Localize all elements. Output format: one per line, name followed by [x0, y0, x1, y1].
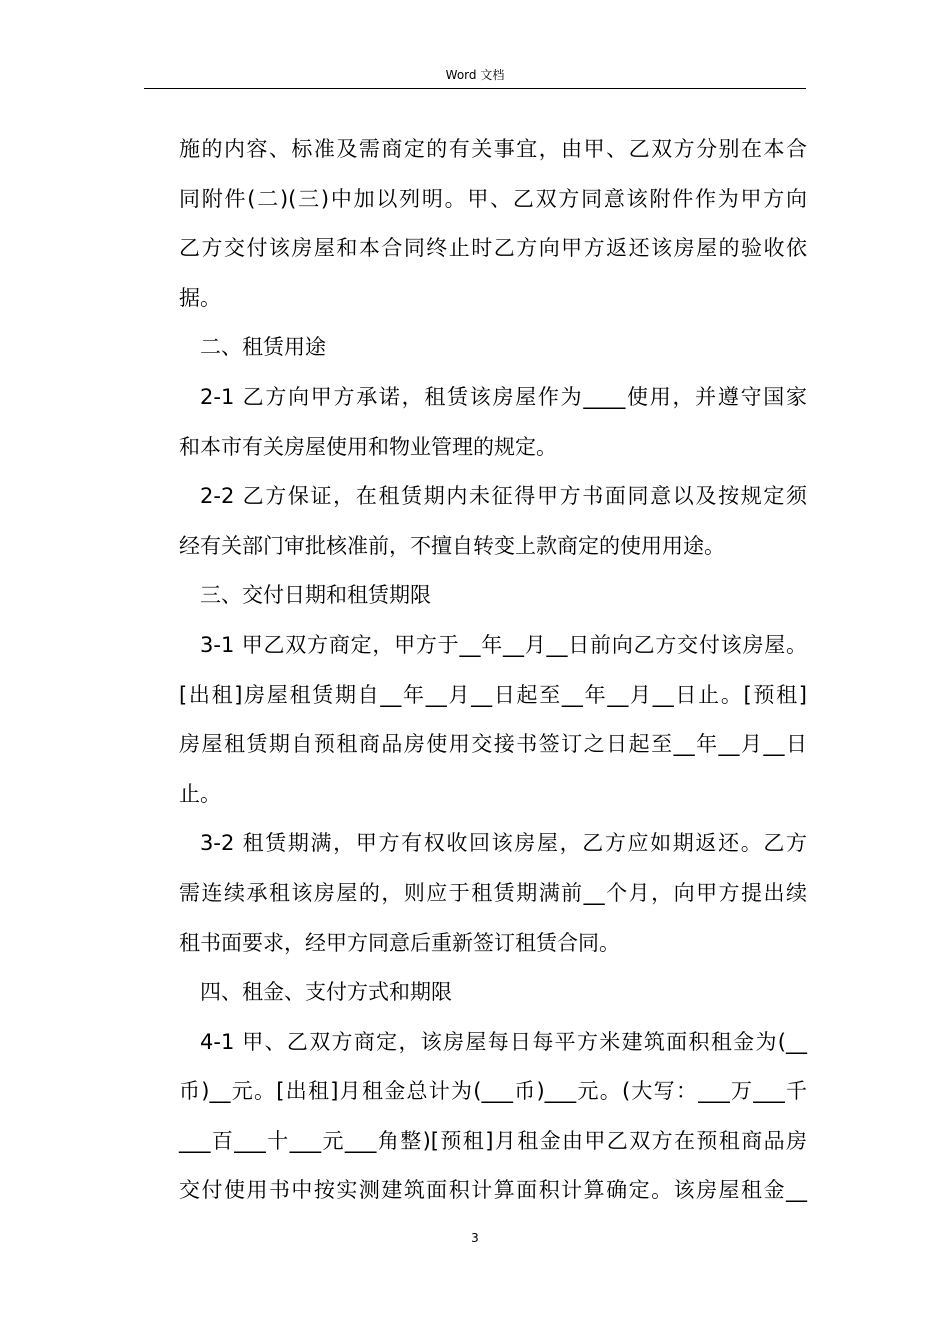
text-line: 经有关部门审批核准前，不擅自转变上款商定的使用用途。 [179, 533, 725, 558]
header-title: Word 文档 [445, 68, 505, 82]
text-line: 四、租金、支付方式和期限 [200, 980, 452, 1005]
paragraph [179, 1018, 807, 1216]
text-line: 房屋租赁期自预租商品房使用交接书签订之日起至__年__月__日 [179, 732, 807, 757]
text-line: 需连续承租该房屋的，则应于租赁期满前__个月，向甲方提出续 [179, 880, 807, 905]
text-line: 租书面要求，经甲方同意后重新签订租赁合同。 [179, 930, 620, 955]
paragraph [179, 125, 807, 323]
section-heading [179, 571, 807, 621]
text-line: 2-2 乙方保证，在租赁期内未征得甲方书面同意以及按规定须 [200, 484, 807, 509]
text-line: ___百___十___元___角整)[预租]月租金由甲乙双方在预租商品房 [179, 1128, 807, 1153]
text-line: 三、交付日期和租赁期限 [200, 583, 431, 608]
paragraph [179, 621, 807, 819]
text-line: 3-2 租赁期满，甲方有权收回该房屋，乙方应如期返还。乙方 [200, 831, 807, 856]
section-heading [179, 323, 807, 373]
text-line: 币)__元。[出租]月租金总计为(___币)___元。(大写：___万___千 [179, 1079, 807, 1104]
text-line: 乙方交付该房屋和本合同终止时乙方向甲方返还该房屋的验收依 [179, 236, 807, 261]
page-number: 3 [471, 1231, 479, 1245]
text-line: 止。 [179, 781, 221, 806]
text-line: 3-1 甲乙双方商定，甲方于__年__月__日前向乙方交付该房屋。 [200, 632, 807, 657]
text-line: 同附件(二)(三)中加以列明。甲、乙双方同意该附件作为甲方向 [179, 186, 807, 211]
section-heading [179, 968, 807, 1018]
document-body [179, 125, 807, 1216]
text-line: 据。 [179, 285, 221, 310]
text-line: 4-1 甲、乙双方商定，该房屋每日每平方米建筑面积租金为(__ [200, 1029, 807, 1054]
paragraph [179, 373, 807, 472]
text-line: [出租]房屋租赁期自__年__月__日起至__年__月__日止。[预租] [179, 682, 807, 707]
text-line: 施的内容、标准及需商定的有关事宜，由甲、乙双方分别在本合 [179, 137, 807, 161]
paragraph [179, 819, 807, 968]
paragraph [179, 472, 807, 571]
page-header [144, 64, 806, 89]
text-line: 二、租赁用途 [200, 335, 326, 360]
text-line: 交付使用书中按实测建筑面积计算面积计算确定。该房屋租金__ [179, 1178, 807, 1203]
text-line: 2-1 乙方向甲方承诺，租赁该房屋作为____使用，并遵守国家 [200, 384, 807, 409]
text-line: 和本市有关房屋使用和物业管理的规定。 [179, 434, 557, 459]
